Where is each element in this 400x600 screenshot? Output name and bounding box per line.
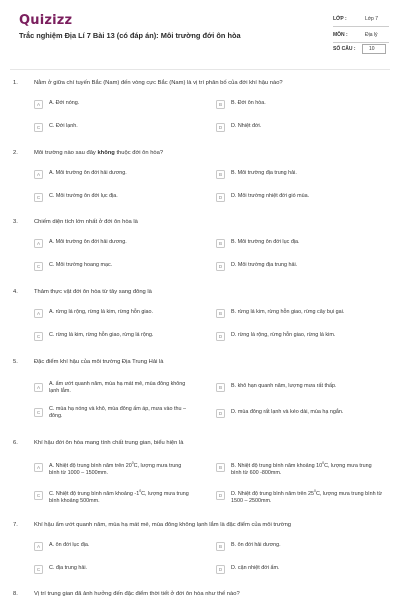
option-text: B. rừng lá kim, rừng hỗn giao, rừng cây bụi gai. [231, 309, 345, 315]
option-text: B. Đới ôn hòa. [231, 100, 266, 106]
option-text-part: C, lượng mưa trung bình từ 1000 – 1500mm. [49, 462, 182, 476]
option-letter-box: C [34, 123, 43, 132]
option-text [49, 488, 189, 505]
meta-class-value: Lớp 7 [365, 16, 379, 22]
question-text: Khí hậu đới ôn hòa mang tính chất trung gian, biểu hiện là [34, 440, 184, 446]
option-text: A. ôn đới lục địa. [49, 542, 90, 548]
question-text [34, 150, 384, 156]
question-text: Đặc điểm khí hậu của môi trường Địa Trung Hải là [34, 359, 164, 365]
option-letter-box: D [216, 491, 225, 500]
option-text-part: C, lượng mưa trung bình từ 600 -800mm. [231, 462, 372, 476]
option-text: C. địa trung hải. [49, 565, 88, 571]
option-letter-box: D [216, 262, 225, 271]
option-letter-box: D [216, 409, 225, 418]
question-number: 2. [13, 150, 18, 156]
meta-subject-label: MÔN : [333, 32, 348, 38]
option-text-sup: 0 [314, 489, 316, 493]
option-letter-box: A [34, 239, 43, 248]
option-text-part: C. Nhiệt độ trung bình năm khoảng -1 [49, 490, 140, 497]
meta-class-label: LỚP : [333, 16, 347, 22]
option-text-part: D. Nhiệt độ trung bình năm trên 25 [231, 490, 315, 497]
option-letter-box: C [34, 565, 43, 574]
option-text [231, 460, 383, 477]
option-text: A. Môi trường ôn đới hải dương. [49, 170, 127, 176]
option-text: B. ôn đới hải dương. [231, 542, 281, 548]
option-text: A. Môi trường ôn đới hải dương. [49, 239, 127, 245]
option-text: B. Môi trường ôn đới lục địa. [231, 239, 300, 245]
option-letter-box: C [34, 332, 43, 341]
question-text: Nằm ở giữa chí tuyến Bắc (Nam) đến vòng cực Bắc (Nam) là vị trí phân bố của đới khí hậu nào? [34, 80, 283, 86]
option-text: A. ẩm ướt quanh năm, mùa hạ mát mẻ, mùa đông không lạnh lắm. [49, 381, 186, 394]
option-letter-box: D [216, 193, 225, 202]
option-letter-box: C [34, 408, 43, 417]
page-title: Trắc nghiệm Địa Lí 7 Bài 13 (có đáp án): Môi trường đới ôn hòa [19, 31, 241, 40]
option-letter-box: D [216, 565, 225, 574]
option-text [49, 460, 189, 477]
option-text: C. Môi trường hoang mạc. [49, 262, 113, 268]
option-letter-box: A [34, 383, 43, 392]
question-text: Chiếm diện tích lớn nhất ở đới ôn hòa là [34, 219, 138, 225]
option-text: A. rừng lá rộng, rừng lá kim, rừng hỗn giao. [49, 309, 154, 315]
option-text-sup: 0 [131, 461, 134, 465]
option-text: B. Môi trường địa trung hải. [231, 170, 297, 176]
option-letter-box: D [216, 332, 225, 341]
question-number: 3. [13, 219, 18, 225]
meta-subject-value: Địa lý [365, 32, 378, 38]
option-letter-box: A [34, 309, 43, 318]
option-letter-box: B [216, 542, 225, 551]
option-letter-box: D [216, 123, 225, 132]
option-text-part: C, lượng mưa trung bình khoảng 500mm. [49, 490, 189, 504]
option-text: C. mùa hạ nóng và khô, mùa đông ấm áp, mưa vào thu – đông. [49, 406, 186, 419]
question-text-emphasis: không [97, 150, 115, 156]
question-text: Vị trí trung gian đã ảnh hưởng đến đặc điểm thời tiết ở đới ôn hòa như thế nào? [34, 591, 240, 597]
option-text: A. Đới nóng. [49, 100, 80, 106]
option-text: D. Môi trường địa trung hải. [231, 262, 298, 268]
header-divider [10, 69, 390, 70]
option-letter-box: C [34, 491, 43, 500]
question-text-part: Môi trường nào sau đây [34, 150, 98, 156]
option-letter-box: A [34, 542, 43, 551]
question-number: 1. [13, 80, 18, 86]
option-letter-box: B [216, 463, 225, 472]
option-letter-box: A [34, 170, 43, 179]
question-text-part: thuộc đới ôn hòa? [114, 150, 164, 156]
option-text: C. Môi trường ôn đới lục địa. [49, 193, 118, 199]
header [0, 0, 400, 68]
option-text-part: C, lượng mưa trung bình từ 1500 – 2500mm. [231, 490, 383, 504]
option-text [231, 488, 383, 505]
meta-count-label: SỐ CÂU : [333, 46, 356, 52]
option-text: C. rừng lá kim, rừng hỗn giao, rừng lá rộng. [49, 332, 154, 338]
option-text: D. cận nhiệt đới ẩm. [231, 565, 280, 571]
option-text: D. Nhiệt đới. [231, 123, 262, 129]
option-text: B. khô hạn quanh năm, lượng mưa rất thấp. [231, 383, 337, 389]
meta-divider [333, 42, 389, 43]
question-number: 4. [13, 289, 18, 295]
meta-count-value: 10 [369, 46, 375, 52]
option-letter-box: B [216, 383, 225, 392]
option-letter-box: C [34, 193, 43, 202]
option-letter-box: B [216, 239, 225, 248]
option-text-sup: 0 [322, 461, 325, 465]
question-number: 8. [13, 591, 18, 597]
option-text: D. rừng lá rộng, rừng hỗn giao, rừng lá kim. [231, 332, 336, 338]
option-text: D. mùa đông rất lạnh và kéo dài, mùa hạ ngắn. [231, 409, 344, 415]
option-text-part: A. Nhiệt độ trung bình năm trên 20 [49, 462, 132, 469]
option-letter-box: B [216, 170, 225, 179]
option-letter-box: A [34, 100, 43, 109]
option-letter-box: B [216, 100, 225, 109]
option-letter-box: C [34, 262, 43, 271]
option-text: C. Đới lạnh. [49, 123, 78, 129]
option-text-sup: 0 [139, 489, 142, 493]
question-text: Thảm thực vật đới ôn hòa từ tây sang đông là [34, 289, 152, 295]
option-text: D. Môi trường nhiệt đới gió mùa. [231, 193, 310, 199]
question-number: 7. [13, 522, 18, 528]
question-number: 5. [13, 359, 18, 365]
quizizz-logo: Quizizz [19, 13, 73, 28]
option-text-part: B. Nhiệt độ trung bình năm khoảng 10 [231, 462, 323, 469]
meta-divider [333, 26, 389, 27]
option-letter-box: A [34, 463, 43, 472]
option-letter-box: B [216, 309, 225, 318]
question-number: 6. [13, 440, 18, 446]
question-text: Khí hậu ẩm ướt quanh năm, mùa hạ mát mẻ, mùa đông không lạnh lắm là đặc điểm của môi trường [34, 522, 292, 528]
